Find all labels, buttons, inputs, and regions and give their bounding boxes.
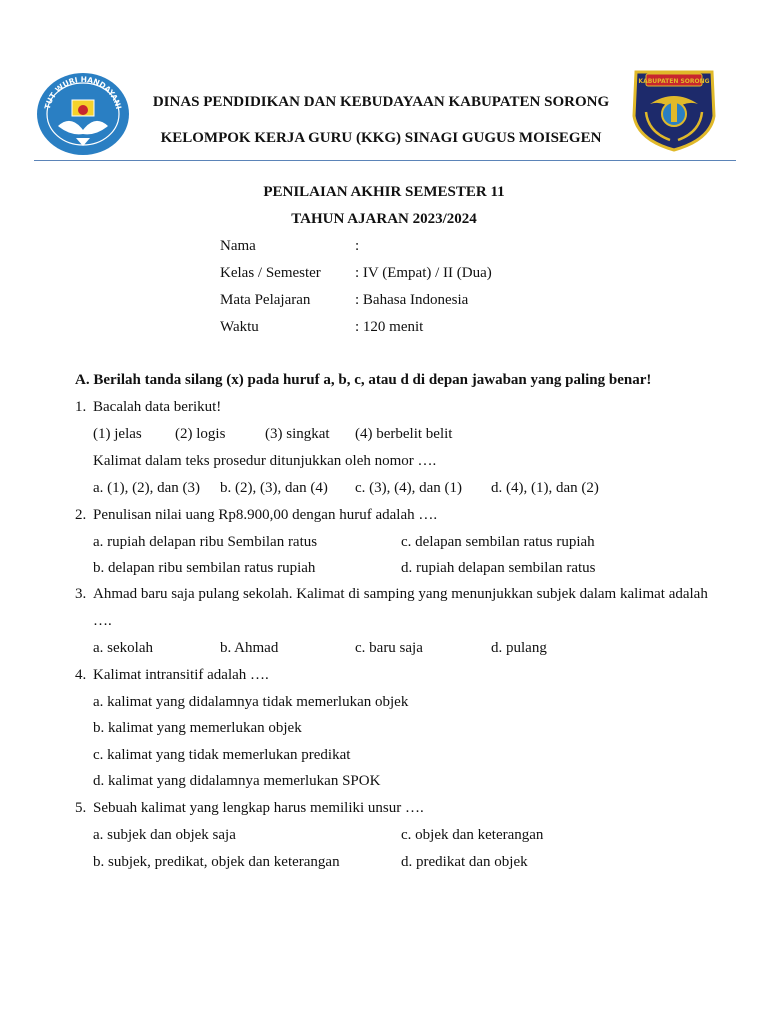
data-item: (2) logis: [175, 426, 226, 442]
answer-option-c[interactable]: c. baru saja: [355, 640, 423, 656]
info-value-subject: : Bahasa Indonesia: [355, 292, 469, 308]
answer-option-b[interactable]: b. Ahmad: [220, 640, 279, 656]
question-text: Penulisan nilai uang Rp8.900,00 dengan huruf adalah ….: [93, 507, 438, 523]
answer-option-d[interactable]: d. (4), (1), dan (2): [491, 480, 599, 496]
answer-option-c[interactable]: c. delapan sembilan ratus rupiah: [401, 534, 595, 550]
answer-option-c[interactable]: c. objek dan keterangan: [401, 827, 544, 843]
question-text: Sebuah kalimat yang lengkap harus memiliki unsur ….: [93, 800, 424, 816]
left-logo-text: TUT WURI HANDAYANI: [42, 74, 124, 111]
right-logo-text: KABUPATEN SORONG: [638, 78, 710, 85]
info-label-subject: Mata Pelajaran: [220, 292, 311, 308]
answer-option-d[interactable]: d. pulang: [491, 640, 547, 656]
answer-option-a[interactable]: a. kalimat yang didalamnya tidak memerlukan objek: [93, 694, 409, 710]
info-label-time: Waktu: [220, 319, 259, 335]
info-value-class: : IV (Empat) / II (Dua): [355, 265, 492, 281]
question-text: Kalimat intransitif adalah ….: [93, 667, 269, 683]
answer-option-d[interactable]: d. predikat dan objek: [401, 854, 528, 870]
info-value-name: :: [355, 238, 360, 254]
answer-option-a[interactable]: a. (1), (2), dan (3): [93, 480, 201, 496]
question-text: Bacalah data berikut!: [93, 399, 222, 415]
answer-option-c[interactable]: c. kalimat yang tidak memerlukan predikat: [93, 747, 351, 763]
answer-option-b[interactable]: b. (2), (3), dan (4): [220, 480, 328, 496]
kabupaten-sorong-shield-logo: [630, 66, 718, 152]
info-label-class: Kelas / Semester: [220, 265, 321, 281]
answer-option-a[interactable]: a. sekolah: [93, 640, 153, 656]
question-prompt: Kalimat dalam teks prosedur ditunjukkan oleh nomor ….: [93, 453, 437, 469]
question-text: Ahmad baru saja pulang sekolah. Kalimat di samping yang menunjukkan subjek dalam kalimat adalah: [93, 586, 708, 602]
header-group: KELOMPOK KERJA GURU (KKG) SINAGI GUGUS MOISEGEN: [160, 130, 602, 146]
header-agency: DINAS PENDIDIKAN DAN KEBUDAYAAN KABUPATEN SORONG: [152, 94, 610, 110]
answer-option-d[interactable]: d. rupiah delapan sembilan ratus: [401, 560, 596, 576]
exam-title: PENILAIAN AKHIR SEMESTER 11: [263, 184, 505, 200]
data-item: (4) berbelit belit: [355, 426, 453, 442]
data-item: (3) singkat: [265, 426, 330, 442]
question-number: 5.: [75, 800, 87, 816]
data-item: (1) jelas: [93, 426, 142, 442]
answer-option-a[interactable]: a. rupiah delapan ribu Sembilan ratus: [93, 534, 318, 550]
info-label-name: Nama: [220, 238, 256, 254]
question-text-continued: ….: [93, 613, 112, 629]
header-divider: [34, 160, 736, 161]
tut-wuri-handayani-logo: [36, 70, 130, 156]
exam-year: TAHUN AJARAN 2023/2024: [291, 211, 477, 227]
question-number: 4.: [75, 667, 87, 683]
info-value-time: : 120 menit: [355, 319, 424, 335]
section-a-instruction: A. Berilah tanda silang (x) pada huruf a, b, c, atau d di depan jawaban yang paling benar!: [75, 372, 652, 388]
question-number: 3.: [75, 586, 87, 602]
question-number: 2.: [75, 507, 87, 523]
question-number: 1.: [75, 399, 87, 415]
answer-option-b[interactable]: b. subjek, predikat, objek dan keterangan: [93, 854, 340, 870]
answer-option-b[interactable]: b. kalimat yang memerlukan objek: [93, 720, 302, 736]
answer-option-d[interactable]: d. kalimat yang didalamnya memerlukan SPOK: [93, 773, 381, 789]
answer-option-b[interactable]: b. delapan ribu sembilan ratus rupiah: [93, 560, 316, 576]
answer-option-a[interactable]: a. subjek dan objek saja: [93, 827, 236, 843]
answer-option-c[interactable]: c. (3), (4), dan (1): [355, 480, 463, 496]
